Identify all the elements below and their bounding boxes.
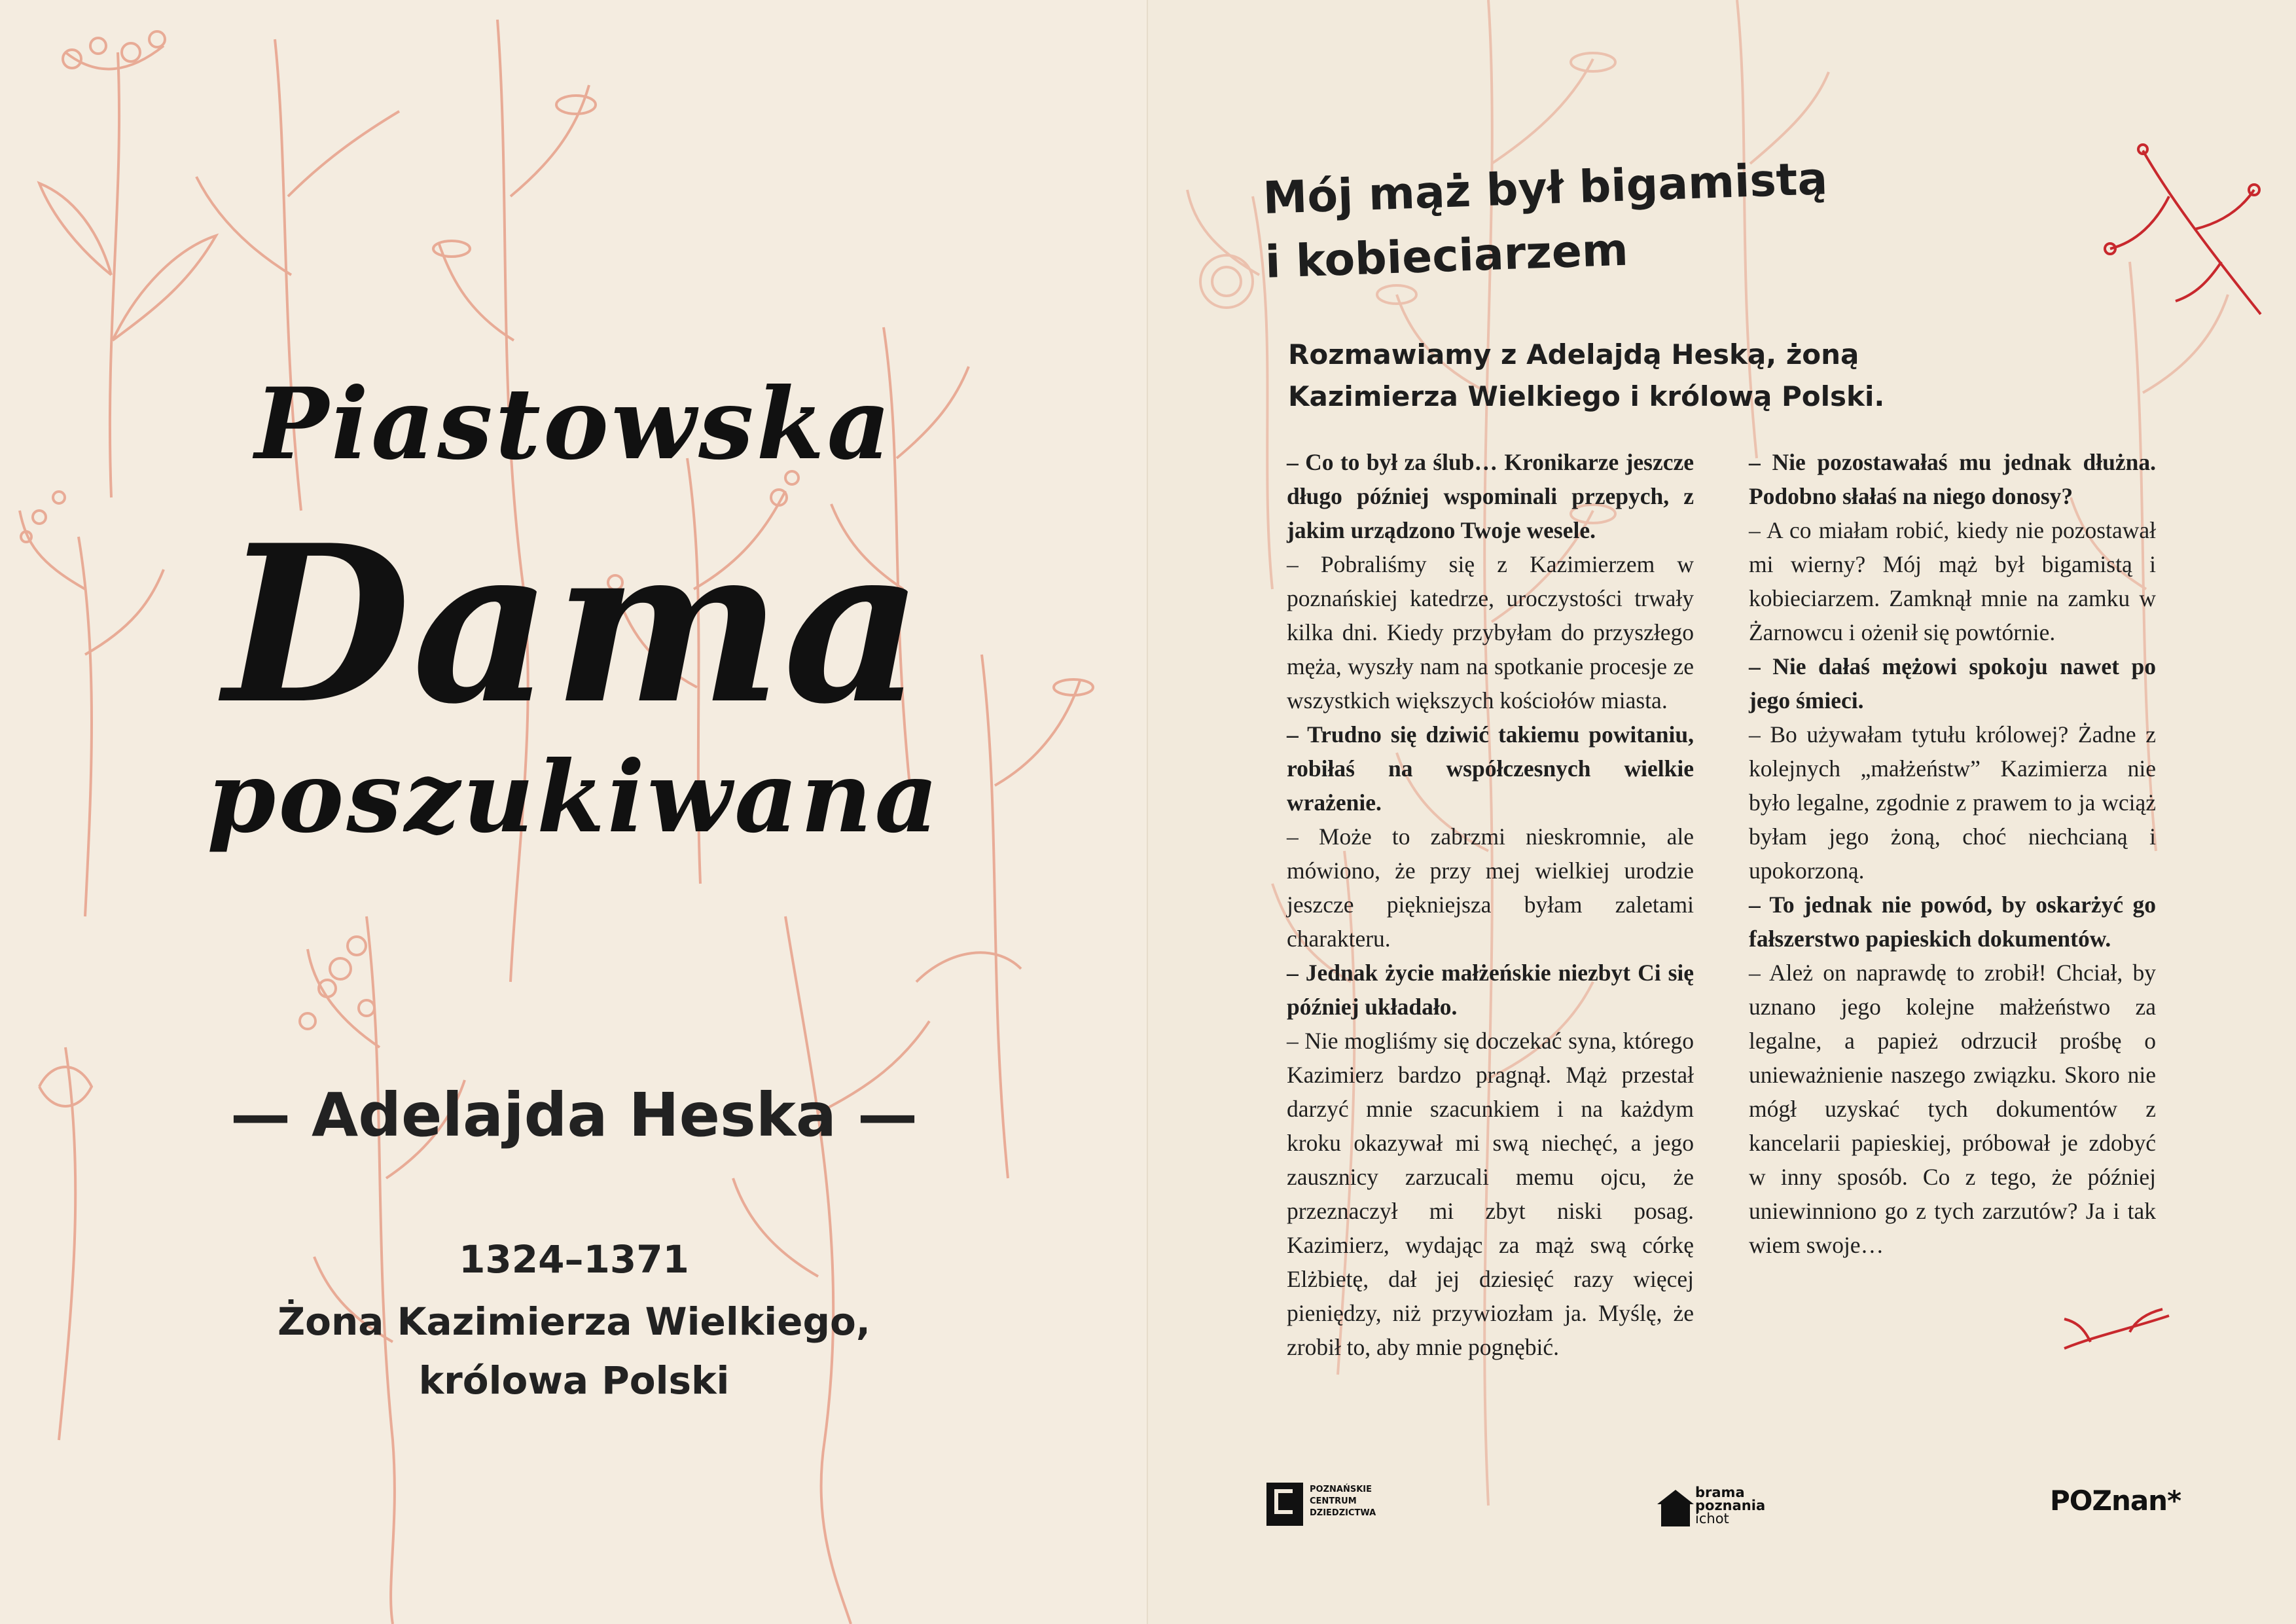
lifespan-years: 1324–1371 [459, 1237, 689, 1282]
poznan-city-logo: POZnan* [2050, 1485, 2181, 1517]
brama-roof-icon [1657, 1490, 1694, 1504]
cover-title-line3: poszukiwana [207, 740, 941, 855]
article-column-2 [1749, 445, 2156, 1262]
interview-answer: – Ależ on naprawdę to zrobił! Chciał, by uznano jego kolejne małżeństwo za legalne, a papież odrzucił prośbę o unieważnienie naszego związku. Skoro nie mógł uzyskać tych dokumentów z kancelarii papieskiej, próbował je zdobyć w inny sposób. Co z tego, że później uniewinniono go z tych zarzutów? Ja i tak wiem swoje… [1749, 960, 2156, 1258]
interview-question: – Jednak życie małżeńskie niezbyt Ci się później układało. [1287, 960, 1694, 1020]
interview-answer: – Nie mogliśmy się doczekać syna, którego Kazimierz bardzo pragnął. Mąż przestał darzyć mnie szacunkiem i na każdym kroku okazywał mi swą niechęć, a jego zausznicy zarzucali memu ojcu, że przeznaczył mi zbyt niski posag. Kazimierz, wydając za mąż swą córkę Elżbietę, dał jej dziesięć razy więcej pieniędzy, niż przywiozłam ja. Myślę, że zrobił to, aby mnie pognębić. [1287, 1028, 1694, 1360]
article-lead: Rozmawiamy z Adelajdą Heską, żoną Kazimierza Wielkiego i królową Polski. [1288, 338, 1885, 412]
article-heading [1262, 147, 1831, 295]
interview-answer: – Pobraliśmy się z Kazimierzem w poznańskiej katedrze, uroczystości trwały kilka dni. Kiedy przybyłam do przyszłego męża, wyszły nam na spotkanie procesje ze wszystkich większych kościołów miasta. [1287, 551, 1694, 713]
interview-question: – Co to był za ślub… Kronikarze jeszcze długo później wspominali przepych, z jakim urządzono Twoje wesele. [1287, 449, 1694, 543]
pcd-logo-text: POZNAŃSKIE CENTRUM DZIEDZICTWA [1310, 1485, 1376, 1518]
brama-logo-text: brama poznania ichot [1695, 1485, 1766, 1526]
role-line1: Żona Kazimierza Wielkiego, [278, 1299, 870, 1344]
interview-answer: – A co miałam robić, kiedy nie pozostawał mi wierny? Mój mąż był bigamistą i kobieciarzem. Zamknął mnie na zamku w Żarnowcu i ożenił się powtórnie. [1749, 517, 2156, 645]
interview-answer: – Może to zabrzmi nieskromnie, ale mówiono, że przy mej wielkiej urodzie jeszcze piękniejsza byłam zaletami charakteru. [1287, 823, 1694, 952]
interview-question: – Nie dałaś mężowi spokoju nawet po jego śmieci. [1749, 653, 2156, 713]
person-name: — Adelajda Heska — [230, 1080, 918, 1150]
brama-house-icon [1661, 1504, 1690, 1526]
cover-title-line1: Piastowska [255, 367, 893, 482]
article-page [1148, 0, 2296, 1624]
interview-question: – Trudno się dziwić takiemu powitaniu, robiłaś na współczesnych wielkie wrażenie. [1287, 721, 1694, 816]
role-line2: królowa Polski [418, 1358, 730, 1403]
cover-title-line2: Dama [223, 497, 925, 751]
heading-line2: i kobieciarzem [1264, 224, 1629, 289]
article-column-1 [1287, 445, 1694, 1364]
interview-answer: – Bo używałam tytułu królowej? Żadne z kolejnych „małżeństw” Kazimierza nie było legalne, zgodnie z prawem to ja wciąż byłam jego żoną, choć niechcianą i upokorzoną. [1749, 721, 2156, 884]
poznanskie-centrum-dziedzictwa-logo [1266, 1483, 1384, 1528]
brama-poznania-logo [1657, 1481, 1766, 1533]
interview-question: – Nie pozostawałaś mu jednak dłużna. Podobno słałaś na niego donosy? [1749, 449, 2156, 509]
pcd-logo-mark-icon [1266, 1483, 1303, 1526]
interview-question: – To jednak nie powód, by oskarżyć go fałszerstwo papieskich dokumentów. [1749, 892, 2156, 952]
heading-line1: Mój mąż był bigamistą [1262, 153, 1829, 225]
